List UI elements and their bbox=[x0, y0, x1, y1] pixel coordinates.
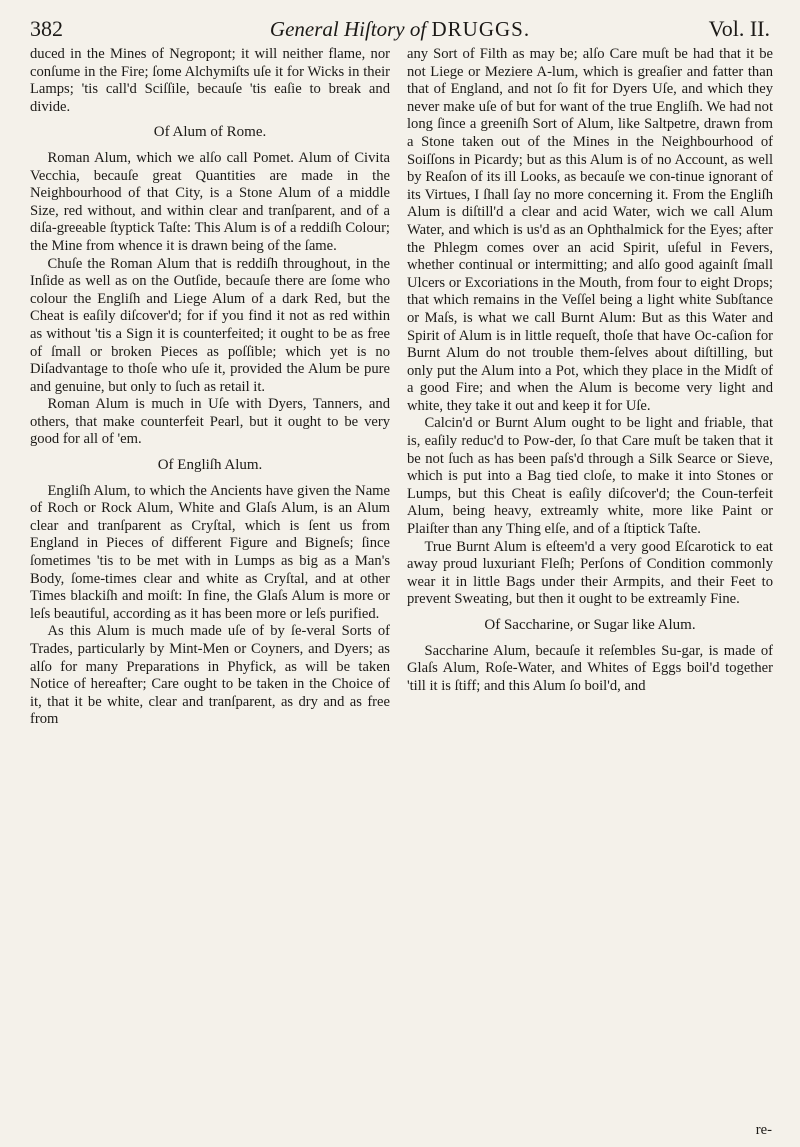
right-column bbox=[407, 46, 773, 695]
paragraph: True Burnt Alum is eſteem'd a very good Eſcarotick to eat away proud luxuriant Fleſh; Perſons of Condition commonly wear it in little Bags under their Armpits, and their Feet to prevent Sweating, but then it ought to be extreamly Fine. bbox=[407, 538, 773, 608]
volume-label: Vol. II. bbox=[708, 16, 770, 41]
running-title-caps: DRUGGS. bbox=[431, 17, 531, 41]
left-column bbox=[30, 46, 390, 729]
page-number: 382 bbox=[30, 16, 63, 41]
running-title-of: of bbox=[404, 17, 432, 41]
paragraph: Saccharine Alum, becauſe it reſembles Su-gar, is made of Glaſs Alum, Roſe-Water, and Whites of Eggs boil'd together 'till it is ſtiff; and this Alum ſo boil'd, and bbox=[407, 642, 773, 694]
section-heading-english-alum: Of Engliſh Alum. bbox=[157, 457, 263, 474]
running-title bbox=[30, 14, 770, 44]
page-header bbox=[30, 14, 770, 44]
paragraph: any Sort of Filth as may be; alſo Care muſt be had that it be not Liege or Meziere A-lum, which is greaſier and fatter than that of England, and not ſo fit for Dyers Uſe, and which they never make uſe of but for want of the true Engliſh. We had not long ſince a greeniſh Sort of Alum, like Saltpetre, drawn from a Stone taken out of the Mines in the Neighbourhood of Soiſſons in Picardy; but as this Alum is of no Account, as well by Reaſon of its ill Looks, as becauſe we con-tinue ignorant of its Virtues, I ſhall ſay no more concerning it. From the Engliſh Alum is diſtill'd a clear and acid Water, wich we call Alum Water, and which is us'd as an Ophthalmick for the Eyes; after the Phlegm comes over an acid Spirit, uſeful in Fevers, whether continual or intermitting; and alſo good againſt ſmall Ulcers or Excoriations in the Mouth, from four to eight Drops; that which remains in the Veſſel being a light white Subſtance or Maſs, is what we call Burnt Alum: But as this Water and Spirit of Alum is in little requeſt, thoſe that have Oc-caſion for Burnt Alum do not trouble them-ſelves about diſtilling, but only put the Alum into a Pot, which they place in the Midſt of a good Fire; and when the Alum is become very light and white, they take it out and keep it for Uſe. bbox=[407, 46, 773, 414]
paragraph: Chuſe the Roman Alum that is reddiſh throughout, in the Inſide as well as on the Outſide, becauſe there are ſome who colour the Engliſh and Liege Alum of a dark Red, but the Cheat is eaſily diſcover'd; for if you find it not as red within as without 'tis a Sign it is counterfeited; it ought to be as free of ſmall or broken Pieces as poſſible; which yet is no Diſadvantage to thoſe who uſe it, provided the Alum be pure and genuine, but only to ſuch as retail it. bbox=[30, 255, 390, 395]
running-title-italic: General Hiſtory bbox=[269, 17, 405, 41]
paragraph: Roman Alum, which we alſo call Pomet. Alum of Civita Vecchia, becauſe great Quantities are made in the Neighbourhood of that City, is a Stone Alum of a middle Size, red without, and within clear and tranſparent, and of a diſa-greeable ſtyptick Taſte: This Alum is of a reddiſh Colour; the Mine from whence it is drawn being of the ſame. bbox=[30, 149, 390, 254]
section-heading-saccharine-alum: Of Saccharine, or Sugar like Alum. bbox=[484, 617, 696, 633]
paragraph: As this Alum is much made uſe of by ſe-veral Sorts of Trades, particularly by Mint-Men or Coyners, and Dyers; as alſo for many Preparations in Phyfick, as will be taken Notice of hereafter; Care ought to be taken in the Choice of it, that it be white, clear and tranſparent, as dry and as free from bbox=[30, 623, 390, 728]
section-heading-roman-alum: Of Alum of Rome. bbox=[153, 124, 267, 141]
catchword: re- bbox=[755, 1122, 772, 1138]
paragraph: Calcin'd or Burnt Alum ought to be light and friable, that is, eaſily reduc'd to Pow-der, ſo that Care muſt be taken that it be not ſuch as has been paſs'd through a Silk Searce or Sieve, which is put into a Bag tied cloſe, to make it into Stones or Lumps, but this Cheat is eaſily diſcover'd; the Coun-terfeit Alum, being heavy, extreamly white, more like Paint or Plaiſter than any Thing elſe, and of a ſtiptick Taſte. bbox=[407, 415, 773, 538]
paragraph: Roman Alum is much in Uſe with Dyers, Tanners, and others, that make counterfeit Pearl, but it ought to be very good for all of 'em. bbox=[30, 396, 390, 448]
paragraph: duced in the Mines of Negropont; it will neither flame, nor conſume in the Fire; ſome Alchymiſts uſe it for Wicks in their Lamps; 'tis call'd Sciſſile, becauſe 'tis eaſie to break and divide. bbox=[30, 46, 390, 115]
paragraph: Engliſh Alum, to which the Ancients have given the Name of Roch or Rock Alum, White and Glaſs Alum, is an Alum clear and tranſparent as Cryſtal, which is ſent us from England in Pieces of different Figure and Bigneſs; ſince ſometimes 'tis to be met with in Lumps as big as a Man's Body, ſome-times clear and white as Cryſtal, and at other Times blackiſh and moiſt: In fine, the Glaſs Alum is more or leſs beautiful, according as it has been more or leſs purified. bbox=[30, 482, 390, 622]
